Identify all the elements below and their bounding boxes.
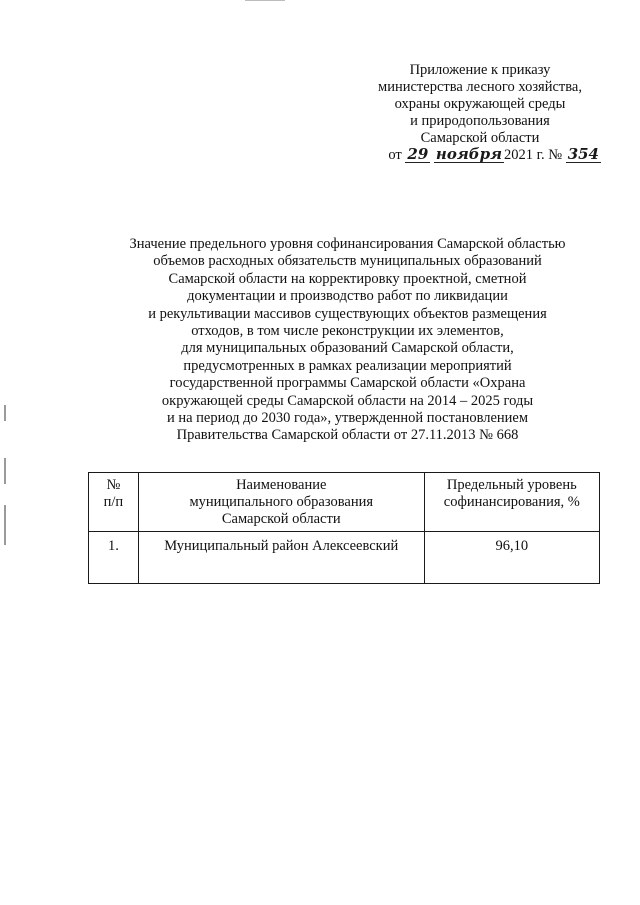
scan-artifact	[245, 0, 285, 1]
row-number: 1.	[89, 532, 139, 584]
title-line: документации и производство работ по ликвидации	[187, 288, 508, 305]
row-cofinancing-level: 96,10	[424, 532, 599, 584]
handwritten-day: 29	[407, 145, 429, 163]
document-title	[95, 236, 600, 445]
title-line: Самарской области на корректировку проектной, сметной	[168, 270, 527, 287]
appendix-line: Приложение к приказу	[409, 62, 551, 78]
cofinancing-table	[88, 472, 600, 584]
title-line: отходов, в том числе реконструкции их элементов,	[191, 323, 504, 340]
title-line: для муниципальных образований Самарской области,	[181, 340, 514, 357]
order-year: 2021 г. №	[504, 147, 563, 163]
title-line: государственной программы Самарской области «Охрана	[169, 375, 526, 392]
header-cofinancing-level: Предельный уровень софинансирования, %	[424, 473, 599, 532]
table-row	[89, 532, 600, 584]
title-line: предусмотренных в рамках реализации мероприятий	[183, 357, 512, 374]
appendix-header	[355, 62, 605, 164]
scan-edge-mark	[4, 405, 6, 421]
title-line: и на период до 2030 года», утвержденной постановлением	[166, 410, 529, 427]
table-header-row	[89, 473, 600, 532]
title-line: и рекультивации массивов существующих объектов размещения	[148, 305, 547, 322]
header-number: № п/п	[89, 473, 139, 532]
appendix-line: и природопользования	[410, 113, 550, 129]
scan-edge-mark	[4, 505, 6, 545]
row-municipality: Муниципальный район Алексеевский	[138, 532, 424, 584]
header-municipality: Наименование муниципального образования Самарской области	[138, 473, 424, 532]
title-line: объемов расходных обязательств муниципальных образований	[153, 253, 542, 270]
appendix-line: министерства лесного хозяйства,	[378, 79, 582, 95]
title-line: Правительства Самарской области от 27.11.2013 № 668	[176, 427, 519, 444]
date-prefix: от	[388, 147, 402, 163]
scan-edge-mark	[4, 458, 6, 484]
appendix-line: охраны окружающей среды	[394, 96, 566, 112]
order-date-line	[355, 147, 605, 164]
title-line: Значение предельного уровня софинансирования Самарской областью	[129, 236, 566, 252]
appendix-line: Самарской области	[420, 130, 540, 146]
title-line: окружающей среды Самарской области на 2014 – 2025 годы	[161, 392, 534, 409]
handwritten-month: ноября	[435, 145, 503, 163]
handwritten-order-number: 354	[567, 145, 599, 163]
